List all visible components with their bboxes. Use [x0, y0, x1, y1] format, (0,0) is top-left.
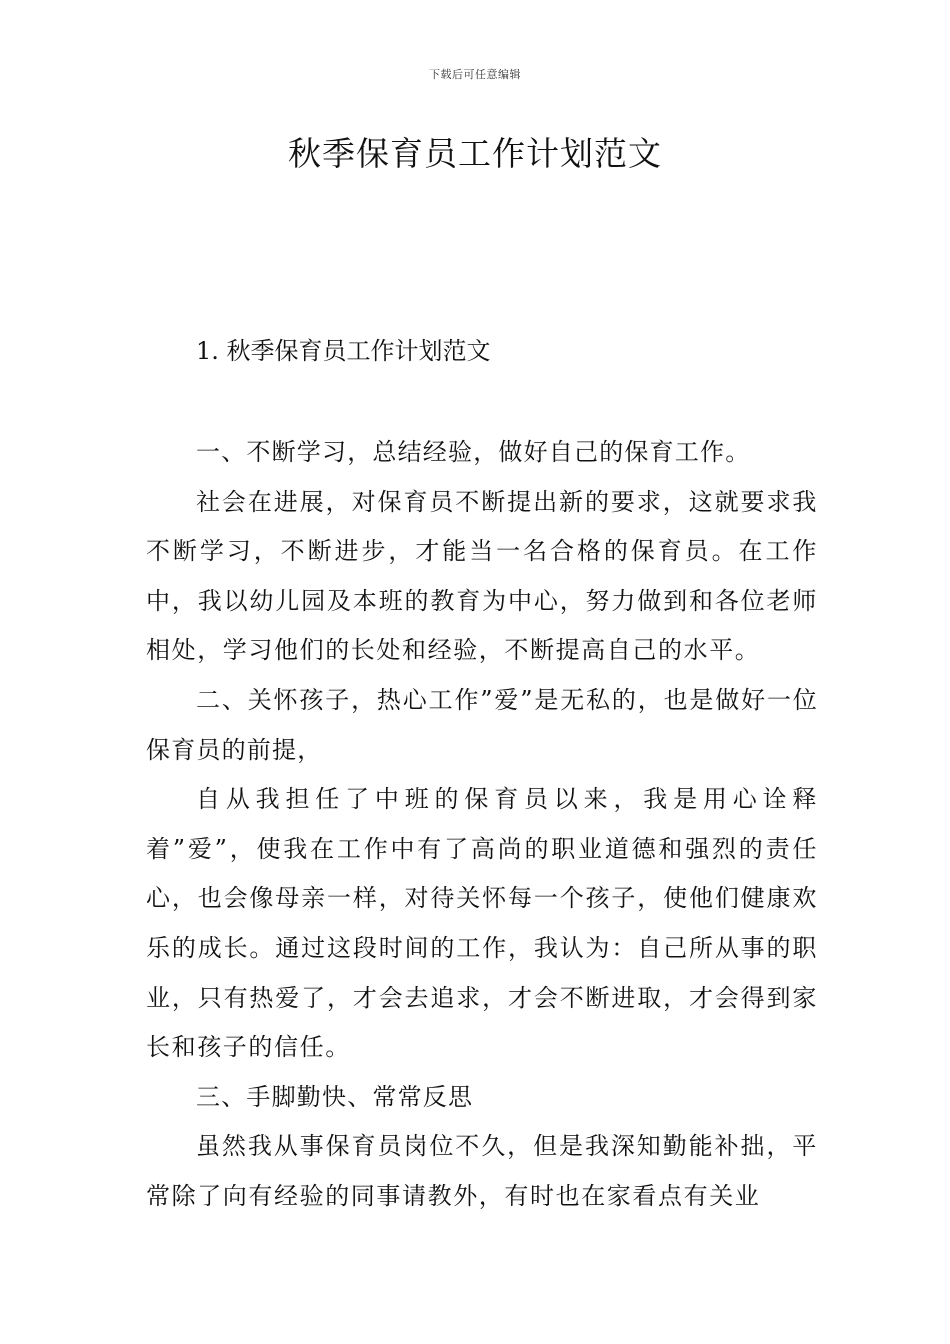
paragraph-heading-3: 三、手脚勤快、常常反思: [196, 1082, 474, 1111]
paragraph: 自从我担任了中班的保育员以来，我是用心诠释着”爱”，使我在工作中有了高尚的职业道德和强烈的责任心，也会像母亲一样，对待关怀每一个孩子，使他们健康欢乐的成长。通过这段时间的工作，我认为：自己所从事的职业，只有热爱了，才会去追求，才会不断进取，才会得到家长和孩子的信任。: [146, 785, 818, 1062]
paragraph-heading-1: 一、不断学习，总结经验，做好自己的保育工作。: [196, 438, 751, 466]
section-heading: 1. 秋季保育员工作计划范文: [196, 337, 491, 365]
document-title: 秋季保育员工作计划范文: [288, 134, 662, 173]
paragraph: 社会在进展，对保育员不断提出新的要求，这就要求我不断学习，不断进步，才能当一名合格的保育员。在工作中，我以幼儿园及本班的教育为中心，努力做到和各位老师相处，学习他们的长处和经验，不断提高自己的水平。: [146, 487, 818, 665]
paragraph: 虽然我从事保育员岗位不久，但是我深知勤能补拙，平常除了向有经验的同事请教外，有时也在家看点有关业: [146, 1132, 818, 1210]
body-text: [146, 428, 818, 1222]
header-note: 下载后可任意编辑: [429, 68, 521, 81]
paragraph-heading-2: 二、关怀孩子，热心工作”爱”是无私的，也是做好一位保育员的前提，: [146, 685, 818, 764]
